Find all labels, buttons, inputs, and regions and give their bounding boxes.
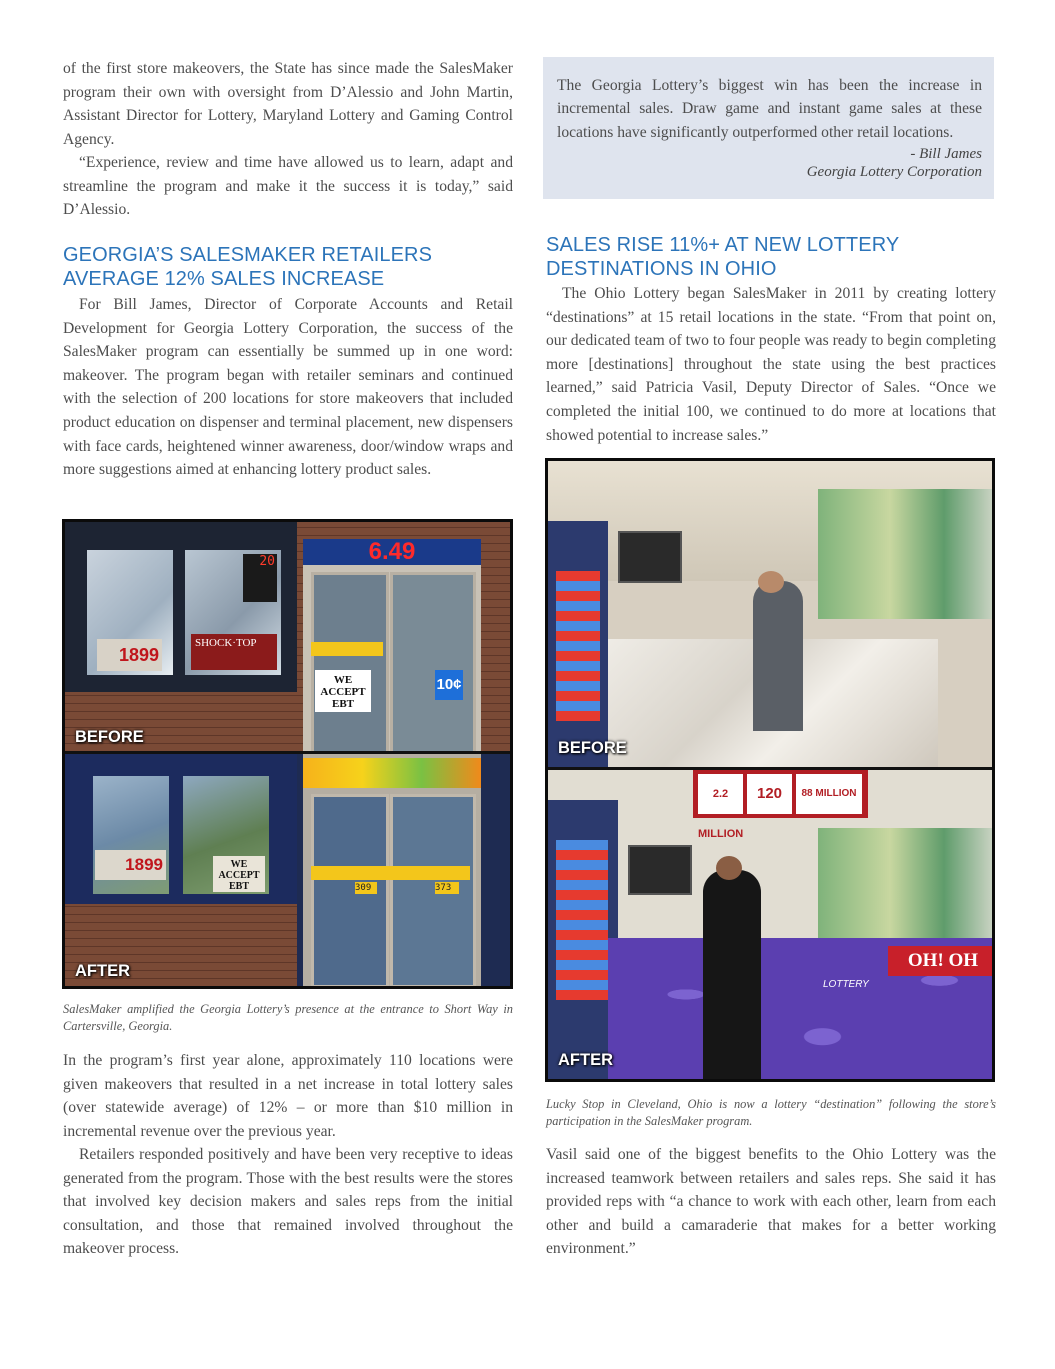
- left-paragraph-1: of the first store makeovers, the State has since made the SalesMaker program their own with oversight from D’Alessio and John Martin, Assistant Director for Lottery, Maryland Lottery and Gaming Control Agency.: [63, 60, 513, 148]
- pull-quote-text: The Georgia Lottery’s biggest win has been the increase in incremental sales. Draw game and instant game sales at these locations have significantly outperformed other retail locations.: [557, 77, 982, 141]
- pull-quote: [543, 57, 994, 199]
- monitor: [618, 531, 682, 583]
- ohio-before-panel: [548, 461, 992, 767]
- ebt-sign: WE ACCEPT EBT: [315, 670, 371, 712]
- pull-quote-org: Georgia Lottery Corporation: [806, 163, 982, 180]
- ohio-heading: SALES RISE 11%+ AT NEW LOTTERY DESTINATIONS IN OHIO: [546, 234, 899, 280]
- left-paragraph-2: “Experience, review and time have allowed us to learn, adapt and streamline the program and make it the success it is today,” said D’Alessio.: [63, 154, 513, 219]
- cigarette-shelf: [818, 489, 992, 619]
- georgia-photo-caption: SalesMaker amplified the Georgia Lottery’s presence at the entrance to Short Way in Cartersville, Georgia.: [63, 1002, 513, 1033]
- left-paragraph-3: For Bill James, Director of Corporate Accounts and Retail Development for Georgia Lottery Corporation, the success of the SalesMaker program can essentially be summed up in one word: makeover. The program began with retailer seminars and continued with the selection of 200 locations for store makeovers that included product education on dispenser and terminal placement, new dispensers with face cards, heightened winner awareness, door/window wraps and more suggestions aimed at enhancing lottery product sales.: [63, 296, 513, 479]
- left-paragraph-4: In the program’s first year alone, approximately 110 locations were given makeovers that resulted in a net increase in total lottery sales (over statewide average) of 12% – or more than $10 million in incremental revenue over the previous year.: [63, 1052, 513, 1140]
- shock-top-sign: SHOCK·TOP: [191, 634, 277, 670]
- ohio-photo-caption: Lucky Stop in Cleveland, Ohio is now a lottery “destination” following the store’s participation in the SalesMaker program.: [546, 1097, 996, 1128]
- monitor: [628, 845, 692, 895]
- cigarette-shelf: [818, 828, 992, 938]
- price-led-sign: 20: [243, 554, 277, 602]
- jackpot-88: 88 MILLION: [796, 774, 862, 814]
- customer-figure: [703, 870, 761, 1079]
- georgia-before-label: BEFORE: [75, 728, 144, 746]
- clerk-figure: [753, 581, 803, 731]
- ohio-after-label: AFTER: [558, 1051, 613, 1069]
- lottery-banner: [303, 758, 481, 788]
- right-paragraph-1: The Ohio Lottery began SalesMaker in 2011 by creating lottery “destinations” at 15 retail locations in the state. “From that point on, our dedicated team of two to four people was ready to begin completing more [destinations] throughout the state using the best practices learned,” said Patricia Vasil, Deputy Director of Sales. “Once we completed the initial 100, we continued to do more at locations that showed potential to increase sales.”: [546, 285, 996, 444]
- price-banner-649: 6.49: [303, 539, 481, 565]
- georgia-before-panel: [65, 522, 510, 751]
- georgia-heading: GEORGIA’S SALESMAKER RETAILERS AVERAGE 12% SALES INCREASE: [63, 244, 433, 290]
- ohio-oh-sign: OH! OH: [888, 946, 992, 976]
- jackpot-lotto: 2.2 MILLION: [698, 774, 743, 814]
- ohio-after-panel: [548, 770, 992, 1079]
- right-paragraph-2: Vasil said one of the biggest benefits to the Ohio Lottery was the increased teamwork between retailers and sales reps. She said it has provided reps with “a chance to work with each other, learn from each other and build a camaraderie that makes for a better working environment.”: [546, 1146, 996, 1258]
- price-sign-1899: 1899: [97, 639, 162, 671]
- pull-quote-author: - Bill James: [910, 145, 982, 162]
- ohio-before-label: BEFORE: [558, 739, 627, 757]
- georgia-store-photo: [62, 519, 513, 989]
- georgia-after-panel: 1899 WE ACCEPT EBT 309 373 AFTER: [65, 754, 510, 986]
- ohio-store-photo: [545, 458, 995, 1082]
- price-10-sign: 10¢: [435, 670, 463, 700]
- ohio-lottery-text: LOTTERY: [823, 979, 869, 990]
- jackpot-120: 120: [747, 774, 792, 814]
- left-paragraph-5: Retailers responded positively and have been very receptive to ideas generated from the program. Those with the best results were the stores that involved key decision makers and sales reps from the initial consultation, and those that remained involved throughout the makeover process.: [63, 1146, 513, 1258]
- georgia-after-label: AFTER: [75, 962, 130, 980]
